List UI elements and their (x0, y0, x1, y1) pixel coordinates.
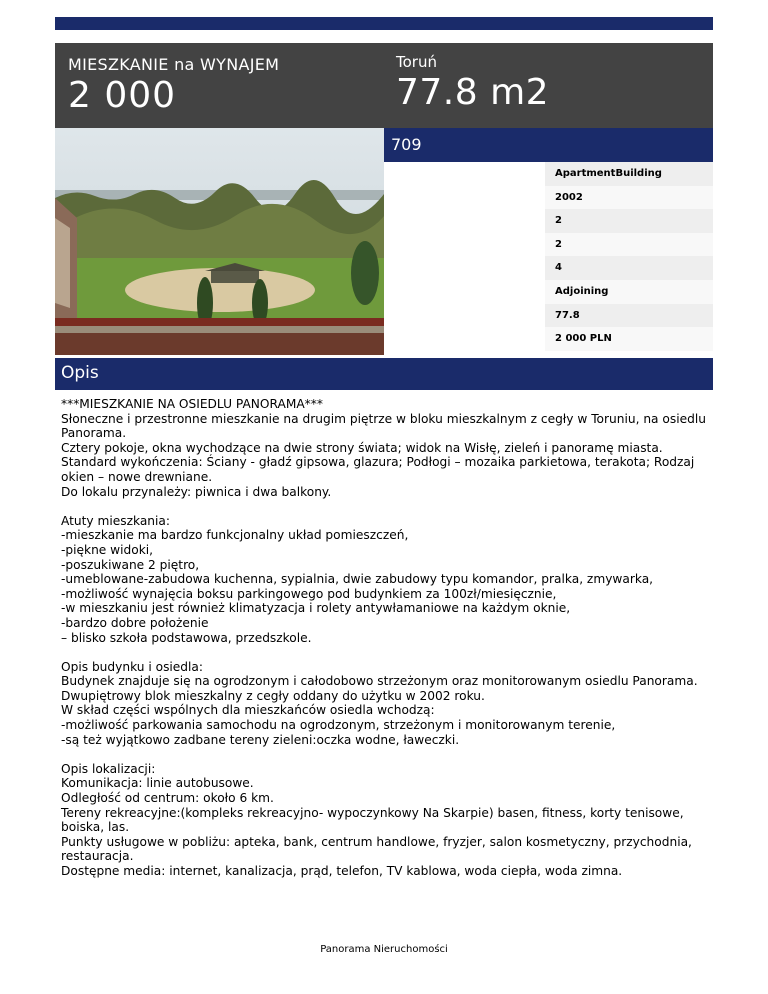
description-line: -poszukiwane 2 piętro, (61, 557, 200, 572)
detail-floor: 2 (545, 209, 713, 233)
description-line: Atuty mieszkania: (61, 513, 170, 528)
detail-floors-total: 2 (545, 233, 713, 257)
description-line: -umeblowane-zabudowa kuchenna, sypialnia, dwie zabudowy typu komandor, pralka, zmywarka, (61, 572, 654, 587)
detail-building-type: ApartmentBuilding (545, 162, 713, 186)
description-line: -możliwość parkowania samochodu na ogrodzonym, strzeżonym i monitorowanym terenie, (61, 718, 616, 733)
description-line: Dwupiętrowy blok mieszkalny z cegły oddany do użytku w 2002 roku. (61, 688, 485, 703)
detail-kitchen: Adjoining (545, 280, 713, 304)
listing-city: Toruń (396, 53, 437, 71)
listing-area: 77.8 m2 (396, 72, 550, 113)
description-line: -mieszkanie ma bardzo funkcjonalny układ pomieszczeń, (61, 528, 409, 543)
property-photo (55, 128, 384, 355)
description-line: -bardzo dobre położenie (61, 615, 209, 630)
description-line: Budynek znajduje się na ogrodzonym i całodobowo strzeżonym oraz monitorowanym osiedlu Panorama. (61, 674, 698, 689)
listing-header (55, 43, 713, 128)
description-line: Cztery pokoje, okna wychodzące na dwie strony świata; widok na Wisłę, zieleń i panoramę miasta. (61, 440, 663, 455)
paragraph-gap (61, 645, 711, 660)
description-line: Komunikacja: linie autobusowe. (61, 776, 254, 791)
paragraph-gap (61, 747, 711, 762)
description-line: Punkty usługowe w pobliżu: apteka, bank, centrum handlowe, fryzjer, salon kosmetyczny, przychodnia, restauracja. (61, 834, 692, 864)
description-line: Odległość od centrum: około 6 km. (61, 791, 274, 806)
listing-id: 709 (391, 135, 422, 154)
description-line: – blisko szkoła podstawowa, przedszkole. (61, 630, 312, 645)
top-accent-bar (55, 17, 713, 30)
section-title: Opis (61, 363, 99, 383)
description-section-header (55, 358, 713, 390)
listing-id-bar (384, 128, 713, 162)
detail-price: 2 000 PLN (545, 327, 713, 351)
description-line: ***MIESZKANIE NA OSIEDLU PANORAMA*** (61, 397, 323, 411)
detail-year-built: 2002 (545, 186, 713, 210)
details-list (545, 162, 713, 351)
description-line: -w mieszkaniu jest również klimatyzacja i rolety antywłamaniowe na każdym oknie, (61, 601, 571, 616)
description-line: Opis lokalizacji: (61, 761, 156, 776)
footer-text: Panorama Nieruchomości (320, 944, 448, 955)
listing-price: 2 000 (68, 75, 177, 116)
description-line: Do lokalu przynależy: piwnica i dwa balkony. (61, 484, 332, 499)
detail-rooms: 4 (545, 256, 713, 280)
description-line: -są też wyjątkowo zadbane tereny zieleni:oczka wodne, ławeczki. (61, 732, 460, 747)
paragraph-gap (61, 499, 711, 514)
description-line: Tereny rekreacyjne:(kompleks rekreacyjno- wypoczynkowy Na Skarpie) basen, fitness, korty tenisowe, boiska, las. (61, 805, 684, 835)
description-text (61, 397, 711, 879)
description-line: -piękne widoki, (61, 542, 154, 557)
description-line: Dostępne media: internet, kanalizacja, prąd, telefon, TV kablowa, woda ciepła, woda zimna. (61, 864, 623, 878)
detail-area: 77.8 (545, 304, 713, 328)
listing-type: MIESZKANIE na WYNAJEM (68, 55, 280, 74)
description-line: Słoneczne i przestronne mieszkanie na drugim piętrze w bloku mieszkalnym z cegły w Toruniu, na osiedlu Panorama. (61, 411, 706, 441)
description-line: Standard wykończenia: Ściany - gładź gipsowa, glazura; Podłogi – mozaika parkietowa, terakota; Rodzaj okien – nowe drewniane. (61, 455, 695, 484)
description-line: W skład części wspólnych dla mieszkańców osiedla wchodzą: (61, 703, 435, 718)
description-line: -możliwość wynajęcia boksu parkingowego pod budynkiem za 100zł/miesięcznie, (61, 586, 557, 601)
description-line: Opis budynku i osiedla: (61, 659, 204, 674)
